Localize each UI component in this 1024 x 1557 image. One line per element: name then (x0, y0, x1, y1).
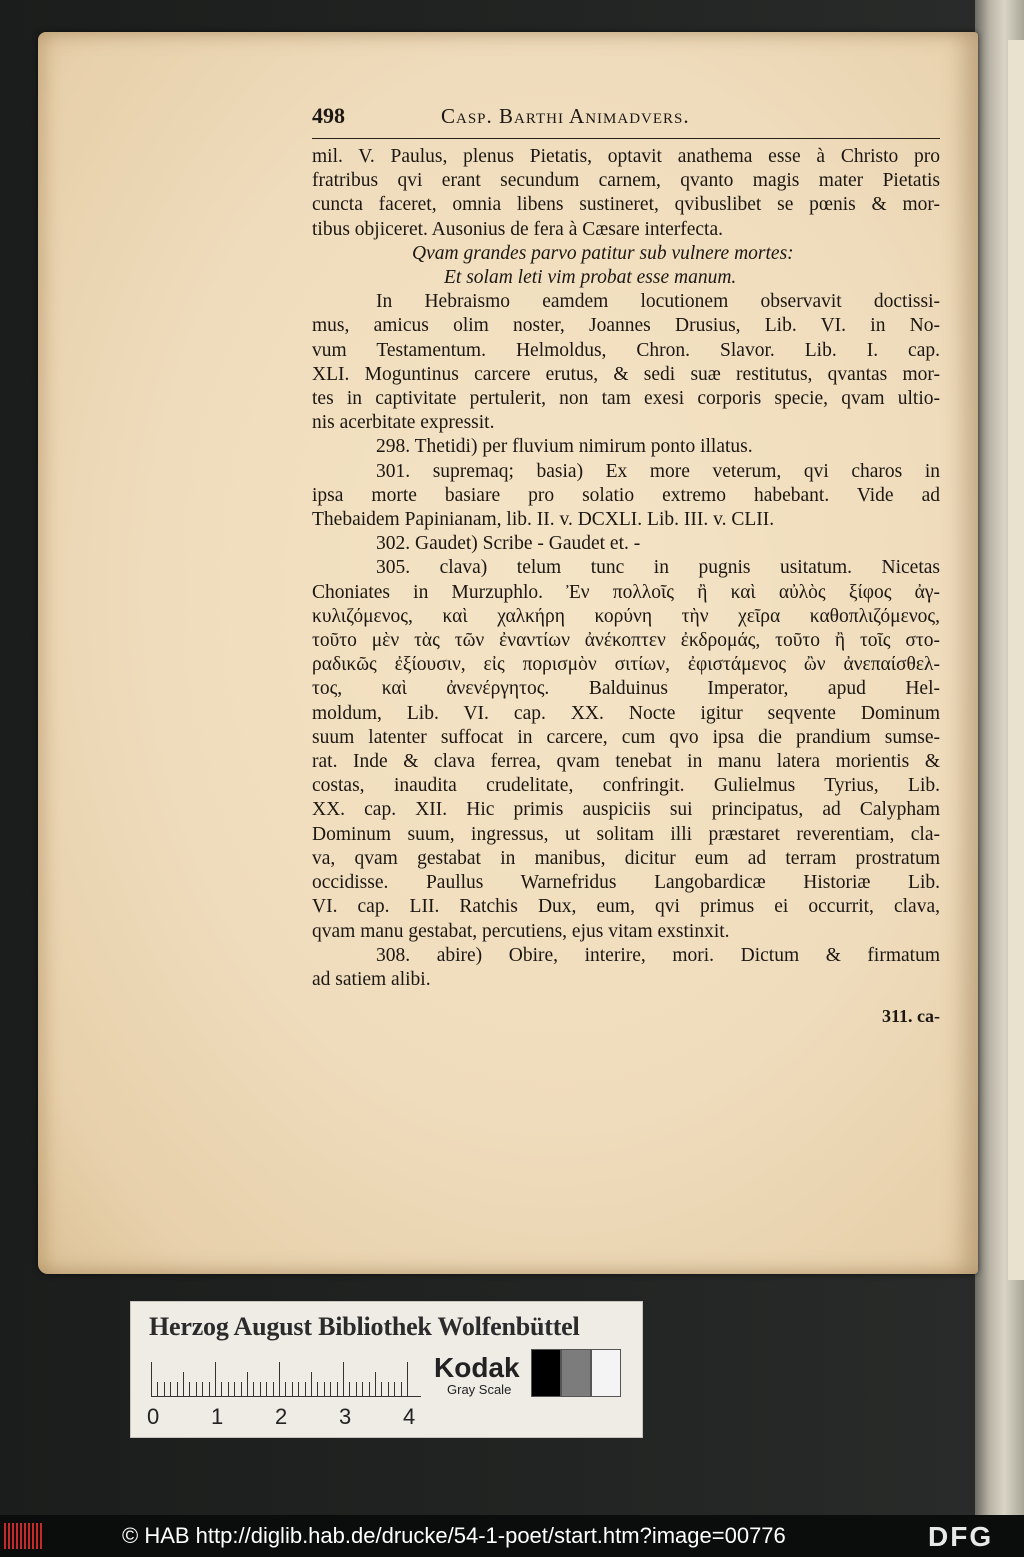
text-line: 301. supremaq; basia) Ex more veterum, qvi charos in (376, 460, 940, 482)
text-line: mus, amicus olim noster, Joannes Drusius, Lib. VI. in No- (312, 315, 940, 337)
ruler-tick (337, 1382, 338, 1396)
ruler-tick (388, 1382, 389, 1396)
text-line: nis acerbitate expressit. (312, 412, 495, 434)
ruler-tick (343, 1362, 344, 1396)
ruler-label: 1 (211, 1404, 224, 1429)
text-line: fratribus qvi erant secundum carnem, qvanto magis mater Pietatis (312, 170, 940, 192)
ruler-tick (369, 1382, 370, 1396)
gray-scale-label: Gray Scale (447, 1382, 512, 1397)
ruler-tick (273, 1382, 274, 1396)
ruler-tick (164, 1382, 165, 1396)
text-line: Et solam leti vim probat esse manum. (444, 267, 737, 289)
text-line: rat. Inde & clava ferrea, qvam tenebat in manu latera morientis & (312, 751, 940, 773)
copyright-link[interactable]: © HAB http://diglib.hab.de/drucke/54-1-poet/start.htm?image=00776 (122, 1523, 786, 1548)
text-line: XLI. Moguntinus carcere erutus, & sedi suæ restitutus, qvantas mor- (312, 363, 940, 385)
ruler-tick (285, 1382, 286, 1396)
ruler-tick (170, 1382, 171, 1396)
ruler-tick (349, 1382, 350, 1396)
ruler-tick (362, 1382, 363, 1396)
next-page-sliver (1008, 40, 1024, 1280)
gray-patch-mid (561, 1349, 591, 1397)
ruler (151, 1360, 421, 1397)
text-lines (312, 145, 940, 992)
ruler-tick (401, 1382, 402, 1396)
text-line: tes in captivitate pertulerit, non tam exesi corporis specie, qvam ultio- (312, 388, 940, 410)
text-line: τοῦτο μὲν τὰς τῶν ἐναντίων ἀνέκοπτεν ἐκδρομάς, τοῦτο ἢ τοῖς στο- (312, 630, 940, 652)
ruler-tick (394, 1382, 395, 1396)
ruler-tick (260, 1382, 261, 1396)
text-line: moldum, Lib. VI. cap. XX. Nocte igitur seqvente Dominum (312, 702, 940, 724)
text-line: 298. Thetidi) per fluvium nimirum ponto illatus. (376, 436, 753, 458)
text-line: qvam manu gestabat, percutiens, ejus vitam exstinxit. (312, 920, 730, 942)
ruler-tick (381, 1382, 382, 1396)
text-line: costas, inaudita crudelitate, confringit. Gulielmus Tyrius, Lib. (312, 775, 940, 797)
text-line: XX. cap. XII. Hic primis auspiciis sui principatus, ad Calypham (312, 799, 940, 821)
text-line: tibus objiceret. Ausonius de fera à Cæsare interfecta. (312, 218, 723, 240)
gray-patch-white (591, 1349, 621, 1397)
text-line: κυλιζόμενος, καὶ χαλκήρη κορύνη τὴν χεῖρα καθοπλιζόμενος, (312, 605, 940, 627)
text-line: suum latenter suffocat in carcere, cum qvo ipsa die prandium sumse- (312, 726, 940, 748)
color-reference-card (130, 1301, 643, 1438)
library-name: Herzog August Bibliothek Wolfenbüttel (149, 1312, 580, 1341)
ruler-label: 2 (275, 1404, 288, 1429)
text-line: Thebaidem Papinianam, lib. II. v. DCXLI. Lib. III. v. CLII. (312, 509, 775, 531)
ruler-tick (202, 1382, 203, 1396)
gray-patch-black (531, 1349, 561, 1397)
ruler-tick (279, 1362, 280, 1396)
running-head (312, 104, 940, 139)
ruler-tick (157, 1382, 158, 1396)
ruler-tick (189, 1382, 190, 1396)
ruler-tick (356, 1382, 357, 1396)
dfg-logo: DFG (928, 1521, 994, 1552)
page-number: 498 (312, 103, 345, 128)
ruler-tick (196, 1382, 197, 1396)
catchword: 311. ca- (882, 1006, 940, 1027)
ruler-tick (317, 1382, 318, 1396)
text-line: 308. abire) Obire, interire, mori. Dictum & firmatum (376, 944, 940, 966)
text-line: va, qvam gestabat in manibus, dicitur eum ad terram prostratum (312, 847, 940, 869)
ruler-tick (183, 1372, 184, 1396)
text-line: 302. Gaudet) Scribe - Gaudet et. - (376, 533, 641, 555)
text-line: Dominum suum, ingressus, ut solitam illi præstaret reverentiam, cla- (312, 823, 940, 845)
ruler-tick (221, 1382, 222, 1396)
text-line: ad satiem alibi. (312, 968, 431, 990)
running-title: Casp. Barthi Animadvers. (441, 104, 690, 128)
text-line: vum Testamentum. Helmoldus, Chron. Slavor. Lib. I. cap. (312, 339, 940, 361)
ruler-label: 3 (339, 1404, 352, 1429)
ruler-tick (330, 1382, 331, 1396)
text-line: 305. clava) telum tunc in pugnis usitatum. Nicetas (376, 557, 940, 579)
kodak-logo: Kodak (434, 1352, 520, 1383)
text-line: mil. V. Paulus, plenus Pietatis, optavit anathema esse à Christo pro (312, 146, 940, 167)
ruler-tick (177, 1382, 178, 1396)
hab-logo-icon (4, 1523, 48, 1549)
ruler-tick (253, 1382, 254, 1396)
ruler-tick (234, 1382, 235, 1396)
ruler-tick (407, 1362, 408, 1396)
ruler-tick (228, 1382, 229, 1396)
text-line: Qvam grandes parvo patitur sub vulnere mortes: (412, 242, 794, 264)
ruler-tick (298, 1382, 299, 1396)
ruler-tick (151, 1362, 152, 1396)
ruler-tick (311, 1372, 312, 1396)
text-line: Choniates in Murzuphlo. Ἐν πολλοῖς ἢ καὶ αὐλὸς ξίφος ἀγ- (312, 581, 940, 603)
text-line: In Hebraismo eamdem locutionem observavit doctissi- (376, 291, 940, 313)
text-line: VI. cap. LII. Ratchis Dux, eum, qvi primus ei occurrit, clava, (312, 896, 940, 918)
ruler-label: 4 (403, 1404, 416, 1429)
text-line: ipsa morte basiare pro solatio extremo habebant. Vide ad (312, 484, 940, 506)
page-text (312, 104, 940, 1028)
ruler-tick (247, 1372, 248, 1396)
ruler-tick (266, 1382, 267, 1396)
text-line: τος, καὶ ἀνενέργητος. Balduinus Imperator, apud Hel- (312, 678, 940, 700)
ruler-tick (209, 1382, 210, 1396)
text-line: ραδικῶς ἐξίουσιν, εἰς πορισμὸν σιτίων, ἐφιστάμενος ὢν ἀνεπαίσθελ- (312, 654, 940, 676)
ruler-tick (241, 1382, 242, 1396)
text-line: cuncta faceret, omnia libens sustineret, qvibuslibet se pœnis & mor- (312, 194, 940, 216)
text-line: occidisse. Paullus Warnefridus Langobardicæ Historiæ Lib. (312, 872, 940, 894)
ruler-tick (324, 1382, 325, 1396)
ruler-label: 0 (147, 1404, 160, 1429)
ruler-tick (292, 1382, 293, 1396)
ruler-tick (215, 1362, 216, 1396)
ruler-tick (305, 1382, 306, 1396)
footer-bar (0, 1515, 1024, 1557)
ruler-tick (375, 1372, 376, 1396)
